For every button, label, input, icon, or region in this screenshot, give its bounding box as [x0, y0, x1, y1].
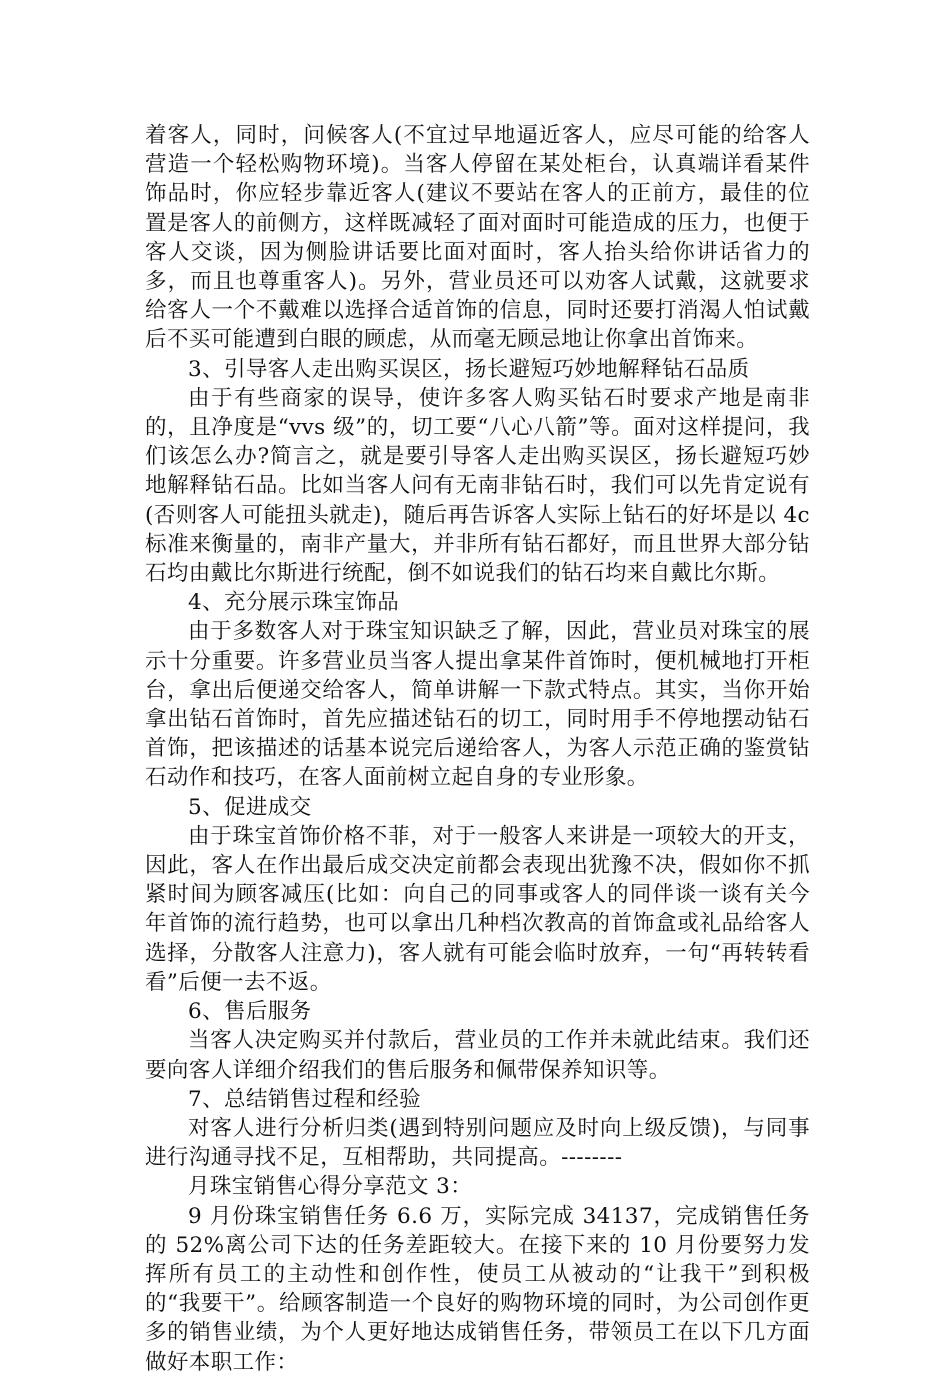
section-heading: 4、充分展示珠宝饰品	[188, 590, 400, 616]
section-heading: 3、引导客人走出购买误区，扬长避短巧妙地解释钻石品质	[188, 356, 750, 382]
body-paragraph: 对客人进行分析归类(遇到特别问题应及时向上级反馈)，与同事进行沟通寻找不足，互相帮助，共同提高。--------	[145, 1115, 810, 1171]
body-paragraph: 由于多数客人对于珠宝知识缺乏了解，因此，营业员对珠宝的展示十分重要。许多营业员当客人提出拿某件首饰时，便机械地打开柜台，拿出后便递交给客人，简单讲解一下款式特点。其实，当你开始拿出钻石首饰时，首先应描述钻石的切工，同时用手不停地摆动钻石首饰，把该描述的话基本说完后递给客人，为客人示范正确的鉴赏钻石动作和技巧，在客人面前树立起自身的专业形象。	[145, 619, 810, 791]
body-paragraph: 9 月份珠宝销售任务 6.6 万，实际完成 34137，完成销售任务的 52%离公司下达的任务差距较大。在接下来的 10 月份要努力发挥所有员工的主动性和创作性，使员工从被动的“让我干”到积极的“我要干”。给顾客制造一个良好的购物环境的同时，为公司创作更多的销售业绩，为个人更好地达成销售任务，带领员工在以下几方面做好本职工作：	[145, 1203, 810, 1375]
body-paragraph: 由于珠宝首饰价格不菲，对于一般客人来讲是一项较大的开支，因此，客人在作出最后成交决定前都会表现出犹豫不决，假如你不抓紧时间为顾客减压(比如：向自己的同事或客人的同伴谈一谈有关今年首饰的流行趋势，也可以拿出几种档次教高的首饰盒或礼品给客人选择，分散客人注意力)，客人就有可能会临时放弃，一句“再转转看看”后便一去不返。	[145, 823, 810, 995]
body-paragraph: 着客人，同时，问候客人(不宜过早地逼近客人，应尽可能的给客人营造一个轻松购物环境)。当客人停留在某处柜台，认真端详看某件饰品时，你应轻步靠近客人(建议不要站在客人的正前方，最佳的位置是客人的前侧方，这样既减轻了面对面时可能造成的压力，也便于客人交谈，因为侧脸讲话要比面对面时，客人抬头给你讲话省力的多，而且也尊重客人)。另外，营业员还可以劝客人试戴，这就要求给客人一个不戴难以选择合适首饰的信息，同时还要打消渴人怕试戴后不买可能遭到白眼的顾虑，从而毫无顾忌地让你拿出首饰来。	[145, 123, 810, 353]
section-heading: 月珠宝销售心得分享范文 3：	[188, 1174, 473, 1200]
document-body	[145, 121, 810, 1377]
section-heading: 6、售后服务	[188, 999, 312, 1025]
body-paragraph: 当客人决定购买并付款后，营业员的工作并未就此结束。我们还要向客人详细介绍我们的售后服务和佩带保养知识等。	[145, 1028, 810, 1083]
section-heading: 7、总结销售过程和经验	[188, 1086, 422, 1112]
section-heading: 5、促进成交	[188, 794, 312, 820]
body-paragraph: 由于有些商家的误导，使许多客人购买钻石时要求产地是南非的，且净度是“vvs 级”的，切工要“八心八箭”等。面对这样提问，我们该怎么办?简言之，就是要引导客人走出购买误区，扬长避短巧妙地解释钻石品。比如当客人问有无南非钻石时，我们可以先肯定说有(否则客人可能扭头就走)，随后再告诉客人实际上钻石的好坏是以 4c 标准来衡量的，南非产量大，并非所有钻石都好，而且世界大部分钻石均由戴比尔斯进行统配，倒不如说我们的钻石均来自戴比尔斯。	[145, 385, 810, 587]
